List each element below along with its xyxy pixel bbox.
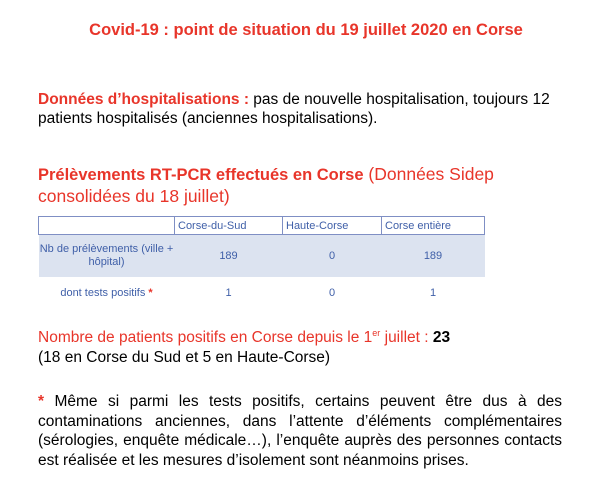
table-header-row (39, 217, 485, 235)
table-row (39, 277, 485, 309)
positifs-count: 23 (432, 329, 451, 346)
table-cell: 0 (328, 287, 336, 299)
table-cell: 189 (382, 235, 485, 278)
prelevements-table (38, 216, 485, 309)
footnote-paragraph (38, 392, 562, 470)
row-label-prelevements (39, 235, 175, 278)
table-cell: 1 (225, 287, 232, 299)
table-cell: 1 (429, 287, 437, 299)
row-label-prelevements-text: Nb de prélèvements (ville + hôpital) (39, 243, 174, 268)
positifs-paragraph (38, 328, 562, 368)
hospitalisation-paragraph (38, 90, 578, 128)
row-label-tests-positifs (39, 277, 175, 309)
positifs-detail: (18 en Corse du Sud et 5 en Haute-Corse) (38, 349, 331, 366)
positifs-lead: Nombre de patients positifs en Corse depuis le 1 (38, 329, 373, 346)
hospitalisation-text: pas de nouvelle hospitalisation, toujours 12 patients hospitalisés (anciennes hospitalisations). (38, 91, 550, 127)
prelevements-heading: Prélèvements RT-PCR effectués en Corse (38, 166, 364, 184)
prelevements-subheading: (Données Sidep consolidées du 18 juillet) (38, 164, 494, 206)
table-header-empty (39, 217, 175, 235)
positifs-sup: er (372, 328, 381, 338)
prelevements-heading-block (38, 164, 588, 207)
footnote-asterisk: * (38, 393, 45, 410)
table-header-corse-du-sud: Corse-du-Sud (175, 217, 283, 235)
positifs-tail: juillet : (380, 329, 433, 346)
row-label-tests-positifs-text: dont tests positifs (60, 287, 146, 299)
table-header-corse-entiere: Corse entière (382, 217, 485, 235)
table-header-haute-corse: Haute-Corse (283, 217, 382, 235)
hospitalisation-heading: Données d’hospitalisations : (38, 91, 249, 108)
table-row (39, 235, 485, 278)
asterisk-marker: * (148, 287, 153, 299)
table-cell: 0 (283, 235, 382, 278)
table-cell: 189 (175, 235, 283, 278)
page-title: Covid-19 : point de situation du 19 juillet 2020 en Corse (89, 21, 523, 39)
footnote-text: Même si parmi les tests positifs, certains peuvent être dus à des contaminations anciennes, dans l’attente d’éléments complémentaires (sérologies, enquête médicale…), l’enquête auprès des personnes contacts est réalisée et les mesures d’isolement sont néanmoins prises. (38, 393, 562, 469)
